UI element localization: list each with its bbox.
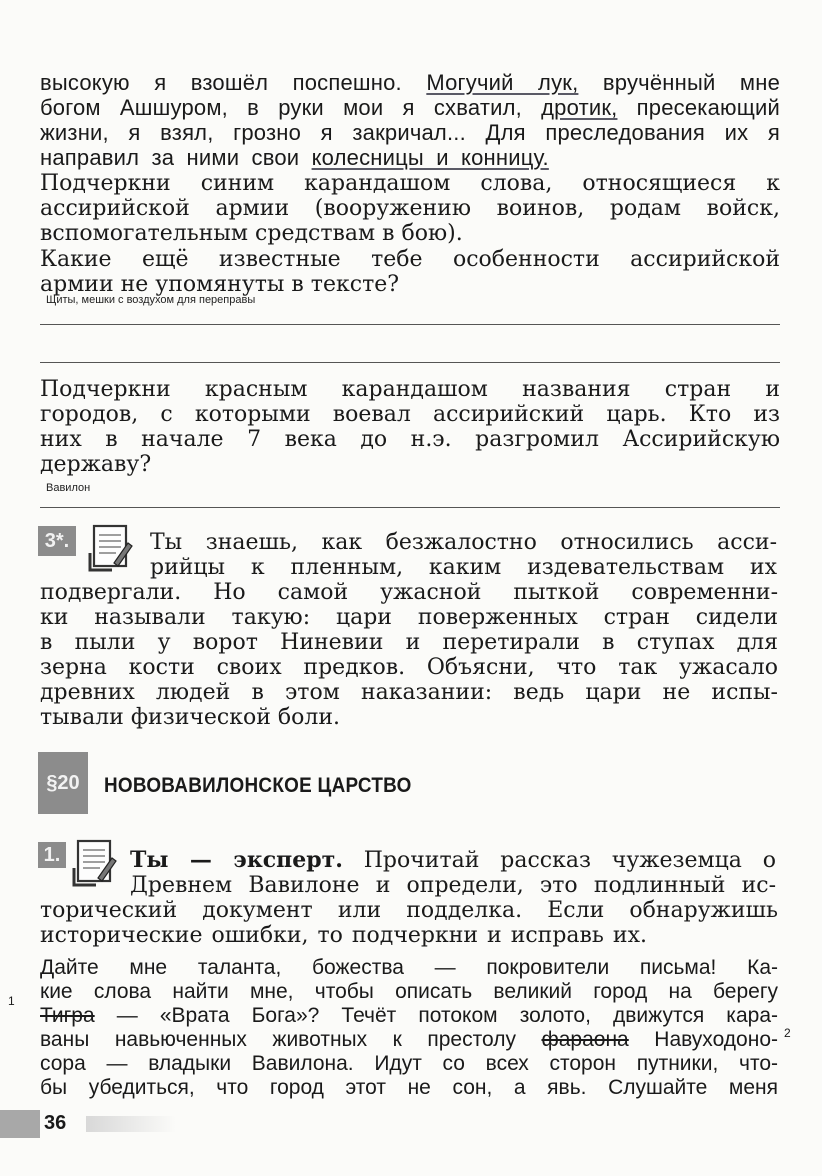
story-line-5: сора — владыки Вавилона. Идут со всех сторон путники, что- (40, 1052, 778, 1075)
task1-lead: Ты — эксперт. (130, 847, 343, 873)
foreigner-story (40, 956, 778, 1100)
text-span: Навуходоно- (628, 1028, 778, 1051)
task3-line-2: рийцы к пленным, каким издевательствам их (150, 555, 777, 580)
answer-line (40, 362, 780, 363)
task1-first-lines (130, 848, 776, 898)
page-tab (0, 1110, 40, 1138)
story-line-6: бы убедиться, что город этот не сон, а явь. Слушайте меня (40, 1076, 778, 1099)
text-span: Прочитай рассказ чужеземца о (363, 848, 777, 873)
struck-word-pharaoh: фараона (541, 1028, 629, 1051)
task-blue-pencil (40, 171, 780, 246)
margin-mark-left: 1 (8, 994, 15, 1008)
task-blue-line-1: Подчеркни синим карандашом слова, относящиеся к (40, 171, 780, 196)
struck-word-tigris: Тигра (40, 1004, 95, 1027)
task1-line-2: Древнем Вавилоне и определи, это подлинный ис- (130, 873, 776, 898)
text-span: — «Врата Бога»? Течёт потоком золото, движутся кара- (94, 1004, 778, 1027)
handwritten-answer-1: Щиты, мешки с воздухом для переправы (46, 294, 256, 306)
top-line-3: жизни, я взял, грозно я закричал... Для преследования их я (40, 120, 780, 145)
task3-line-1: Ты знаешь, как безжалостно относились асси- (150, 530, 777, 555)
top-paragraph (40, 70, 780, 170)
question-blue (40, 247, 780, 297)
task-red-line-3: них в начале 7 века до н.э. разгромил Ассирийскую (40, 427, 780, 452)
question-line-1: Какие ещё известные тебе особенности ассирийской (40, 247, 780, 272)
task-number-badge: 1. (38, 842, 66, 868)
margin-mark-right: 2 (784, 1026, 791, 1040)
task-number-badge: 3*. (38, 526, 76, 556)
answer-line (40, 324, 780, 325)
task3-line-6: зерна кости своих предков. Объясни, что так ужасало (40, 655, 778, 680)
task1-line-3: торический документ или подделка. Если обнаружишь (40, 898, 778, 923)
task-red-pencil (40, 377, 780, 477)
text-span: высокую я взошёл поспешно. (40, 70, 402, 95)
section-title: НОВОВАВИЛОНСКОЕ ЦАРСТВО (104, 774, 412, 797)
task3-line-8: тывали физической боли. (40, 705, 341, 730)
task-blue-line-2: ассирийской армии (вооружению воинов, родам войск, (40, 196, 780, 221)
handwritten-answer-2: Вавилон (46, 482, 91, 494)
task3-line-3: подвергали. Но самой ужасной пыткой современни- (40, 580, 778, 605)
underlined-dart: дротик, (541, 95, 618, 120)
task-blue-line-3: вспомогательным средствам в бою). (40, 221, 463, 246)
top-line-4 (40, 145, 780, 170)
text-span: пресекающий (636, 95, 780, 120)
story-line-2: кие слова найти мне, чтобы описать великий город на берегу (40, 980, 778, 1003)
worksheet-icon (88, 523, 138, 573)
section-number-badge: §20 (38, 752, 88, 814)
task3-line-5: в пыли у ворот Ниневии и перетирали в ступах для (40, 630, 778, 655)
worksheet-icon (72, 838, 122, 888)
top-line-1 (40, 70, 780, 95)
task3-first-lines (150, 530, 777, 580)
answer-line (40, 507, 780, 508)
task3-line-7: древних людей в этом наказании: ведь цари не испы- (40, 680, 778, 705)
task1-line-4: исторические ошибки, то подчеркни и исправь их. (40, 923, 647, 948)
text-span: направил за ними свои (40, 145, 300, 170)
underlined-chariots: колесницы и конницу. (311, 145, 549, 170)
task1-line-1 (130, 848, 776, 873)
task3-body (40, 580, 778, 730)
task3-line-4: ки называли такую: цари поверженных стран сидели (40, 605, 778, 630)
footer-decoration (86, 1116, 176, 1132)
task-red-line-4: державу? (40, 452, 152, 477)
top-line-2 (40, 95, 780, 120)
page-number: 36 (44, 1112, 67, 1134)
underlined-mighty-bow: Могучий лук, (426, 70, 579, 95)
story-line-4 (40, 1028, 778, 1052)
task-red-line-1: Подчеркни красным карандашом названия стран и (40, 377, 780, 402)
text-span: богом Ашшуром, в руки мои я схватил, (40, 95, 522, 120)
text-span: вручённый мне (602, 70, 780, 95)
story-line-1: Дайте мне таланта, божества — покровители письма! Ка- (40, 956, 778, 979)
story-line-3 (40, 1004, 778, 1028)
task1-body (40, 898, 778, 948)
task-red-line-2: городов, с которыми воевал ассирийский царь. Кто из (40, 402, 780, 427)
question-line-2: армии не упомянуты в тексте? (40, 272, 400, 297)
text-span: ваны навьюченных животных к престолу (40, 1028, 542, 1051)
